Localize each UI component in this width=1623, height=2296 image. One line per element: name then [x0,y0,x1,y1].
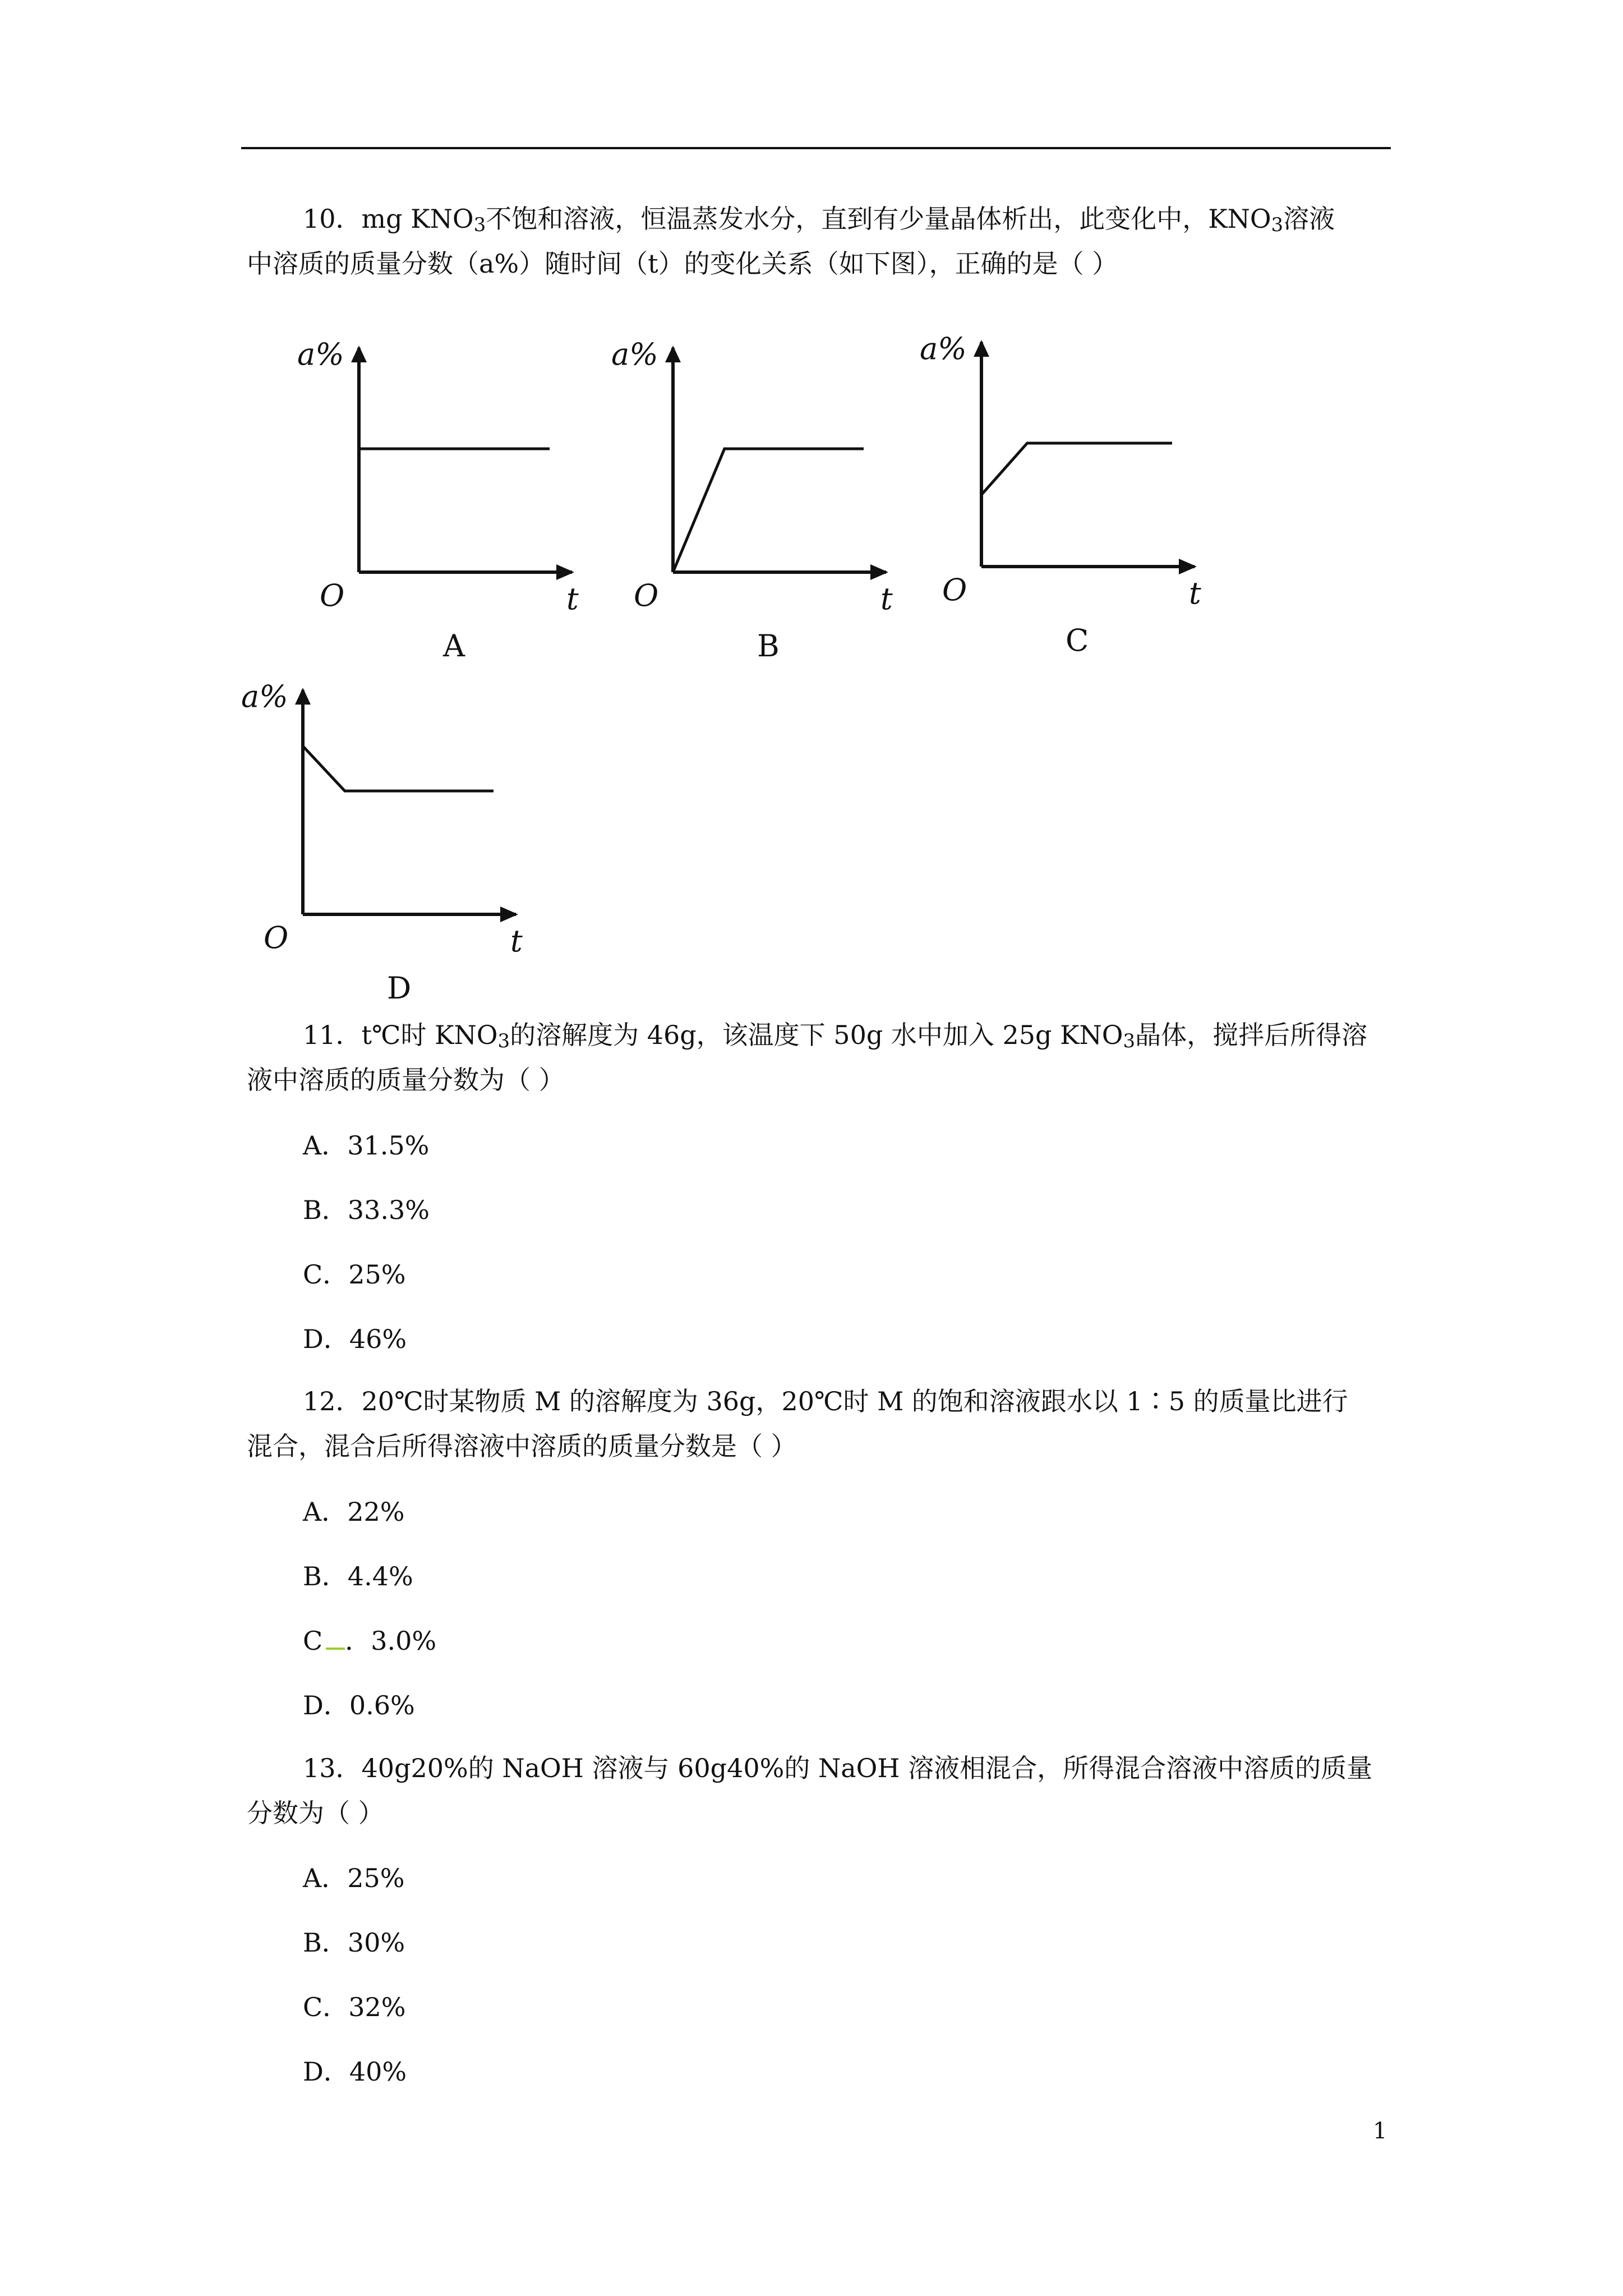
x-arrow [1179,559,1197,574]
q11-option-b[interactable]: B．33.3% [303,1195,430,1225]
q12-line2: 混合，混合后所得溶液中溶质的质量分数是（ ） [247,1431,797,1461]
q12-option-d[interactable]: D．0.6% [303,1690,415,1720]
y-arrow [665,346,681,362]
q13-line2: 分数为（ ） [247,1798,384,1828]
graph-d [236,645,572,1004]
x-arrow [556,564,574,580]
y-arrow [295,688,311,705]
x-axis-label: t [566,581,579,616]
q12-option-a[interactable]: A．22% [303,1497,405,1527]
graph-caption: A [443,628,465,662]
graph-b [606,303,909,662]
y-axis-label: a% [920,331,967,366]
origin-label: O [320,578,345,613]
x-axis-label: t [510,923,523,959]
q13-option-a[interactable]: A．25% [303,1863,405,1893]
q13-option-b[interactable]: B．30% [303,1927,405,1958]
q10-line2: 中溶质的质量分数（a%）随时间（t）的变化关系（如下图），正确的是（ ） [247,249,1118,279]
data-line [303,746,494,791]
page-number: 1 [1373,2118,1387,2144]
q12-line1: 12．20℃时某物质 M 的溶解度为 36g，20℃时 M 的饱和溶液跟水以 1∶5 的质量比进行 [303,1386,1348,1416]
axes [303,690,516,914]
x-axis-label: t [1189,576,1201,611]
q13-option-d[interactable]: D．40% [303,2056,407,2087]
axes [981,342,1195,567]
y-axis-label: a% [297,337,344,372]
x-arrow [870,564,888,580]
origin-label: O [634,578,659,613]
q11-option-c[interactable]: C．25% [303,1259,406,1290]
q12-option-b[interactable]: B．4.4% [303,1561,413,1591]
q12-option-c-letter: C [303,1626,323,1656]
graph-caption: C [1066,623,1089,656]
header-rule [241,147,1391,149]
origin-label: O [942,572,967,608]
q11-option-a[interactable]: A．31.5% [303,1130,430,1161]
y-axis-label: a% [611,337,658,372]
graph-a [292,303,594,662]
q13-option-c[interactable]: C．32% [303,1992,406,2022]
q10-line1: 10．mg $KNO_3$不饱和溶液，恒温蒸发水分，直到有少量晶体析出，此变化中，$KNO_3$溶液 [303,204,1335,236]
graph-c [914,297,1251,656]
axes [359,348,572,572]
x-arrow [500,907,518,922]
origin-label: O [264,920,289,955]
q13-line1: 13．40g20%的 NaOH 溶液与 60g40%的 NaOH 溶液相混合，所得混合溶液中溶质的质量 [303,1753,1373,1783]
q12-option-c-text: ．3.0% [345,1626,437,1656]
y-arrow [351,346,367,362]
q12-option-c[interactable] [303,1624,436,1658]
data-line [981,443,1172,495]
axes [673,348,886,572]
y-arrow [974,340,989,357]
highlight-mark [326,1631,345,1650]
y-axis-label: a% [241,679,288,714]
x-axis-label: t [880,581,893,616]
graph-caption: B [757,628,780,662]
data-line [673,449,864,572]
q11-option-d[interactable]: D．46% [303,1324,407,1354]
graph-caption: D [387,970,412,1004]
q11-line1: 11．t℃时 $KNO_3$的溶解度为 46g，该温度下 50g 水中加入 25g $KNO_3$晶体，搅拌后所得溶 [303,1020,1368,1052]
q11-line2: 液中溶质的质量分数为（ ） [247,1065,565,1095]
